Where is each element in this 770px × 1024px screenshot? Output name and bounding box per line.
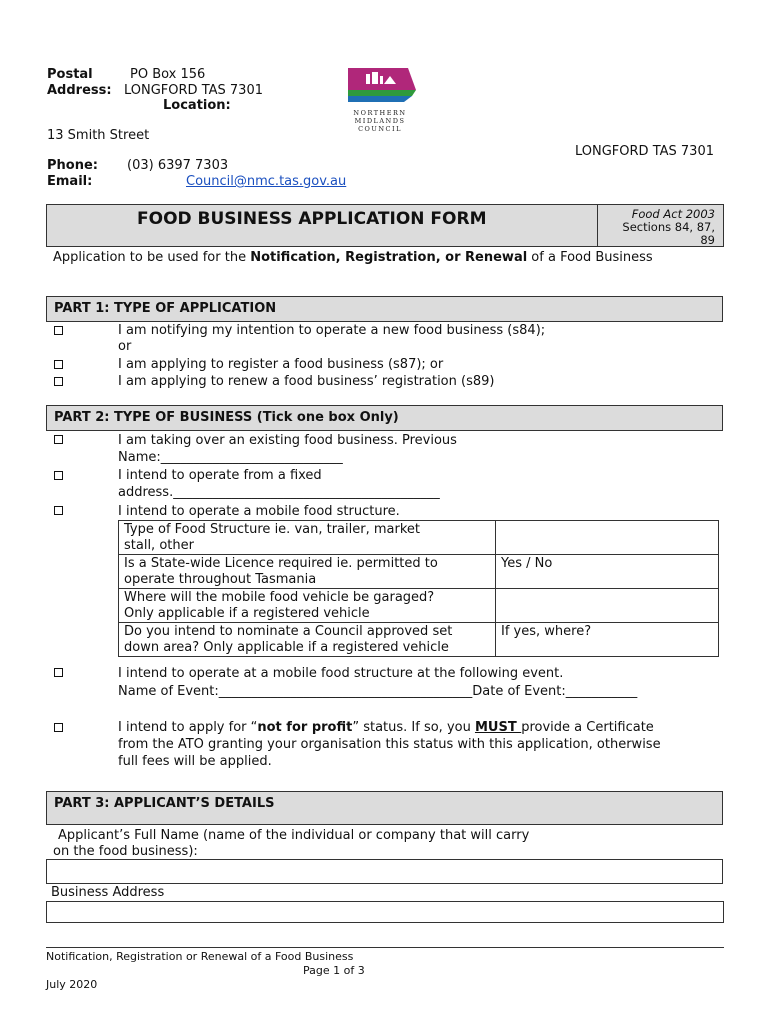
not-for-profit-line-2: from the ATO granting your organisation this status with this application, otherwise — [118, 737, 661, 752]
street-address: 13 Smith Street — [47, 128, 150, 143]
phone-label: Phone: — [47, 158, 98, 173]
sections-line-1: Sections 84, 87, — [622, 220, 715, 234]
location-label: Location: — [163, 98, 231, 113]
table-question: Is a State-wide Licence required ie. permitted to operate throughout Tasmania — [119, 555, 496, 589]
phone-number: (03) 6397 7303 — [127, 158, 229, 173]
postal-city: LONGFORD TAS 7301 — [124, 83, 263, 98]
part3-title: PART 3: APPLICANT’S DETAILS — [54, 796, 275, 811]
previous-name-field[interactable]: Name:____________________________ — [118, 450, 343, 465]
part2-checkbox-mobile[interactable] — [54, 506, 63, 515]
logo-text-midlands: MIDLANDS — [354, 117, 406, 125]
part2-header — [46, 405, 723, 431]
form-title: FOOD BUSINESS APPLICATION FORM — [137, 209, 487, 229]
business-address-label: Business Address — [51, 885, 165, 900]
mobile-structure-table — [118, 520, 719, 657]
part1-option-renew: I am applying to renew a food business’ registration (s89) — [118, 374, 495, 389]
council-logo — [344, 66, 416, 133]
part2-checkbox-fixed[interactable] — [54, 471, 63, 480]
intro-text: Application to be used for the Notification, Registration, or Renewal of a Food Business — [53, 250, 653, 265]
food-act: Food Act 2003 — [631, 207, 715, 221]
table-answer-cell[interactable]: If yes, where? — [496, 623, 719, 657]
part3-header — [46, 791, 723, 825]
table-answer-cell[interactable]: Yes / No — [496, 555, 719, 589]
table-question: Do you intend to nominate a Council approved set down area? Only applicable if a registered vehicle — [119, 623, 496, 657]
footer-date: July 2020 — [46, 978, 98, 991]
part1-checkbox-new[interactable] — [54, 326, 63, 335]
event-name-date-field[interactable]: Name of Event:_______________________________________Date of Event:___________ — [118, 684, 638, 699]
address-label: Address: — [47, 83, 112, 98]
applicant-name-label: Applicant’s Full Name (name of the individual or company that will carry — [58, 828, 530, 843]
part1-option-new: I am notifying my intention to operate a new food business (s84); — [118, 323, 546, 338]
part2-option-not-for-profit: I intend to apply for “not for profit” status. If so, you MUST provide a Certificate — [118, 720, 654, 735]
table-answer-cell[interactable] — [496, 589, 719, 623]
part2-checkbox-event[interactable] — [54, 668, 63, 677]
fixed-address-field[interactable]: address._________________________________________ — [118, 485, 440, 500]
council-logo-graphic — [344, 66, 416, 106]
table-row — [119, 521, 719, 555]
part2-title: PART 2: TYPE OF BUSINESS (Tick one box Only) — [54, 410, 399, 425]
logo-text-council: COUNCIL — [358, 125, 402, 133]
postal-label: Postal — [47, 67, 93, 82]
footer-doc-name: Notification, Registration or Renewal of a Food Business — [46, 950, 354, 963]
location-city: LONGFORD TAS 7301 — [575, 144, 714, 159]
applicant-name-label-cont: on the food business): — [53, 844, 198, 859]
applicant-name-input[interactable] — [46, 859, 723, 884]
sections-line-2: 89 — [700, 233, 715, 247]
part1-option-register: I am applying to register a food business (s87); or — [118, 357, 444, 372]
email-link[interactable]: Council@nmc.tas.gov.au — [186, 174, 347, 189]
part1-checkbox-renew[interactable] — [54, 377, 63, 386]
part2-option-takeover: I am taking over an existing food business. Previous — [118, 433, 457, 448]
part2-option-event: I intend to operate at a mobile food structure at the following event. — [118, 666, 564, 681]
po-box: PO Box 156 — [130, 67, 206, 82]
part1-title: PART 1: TYPE OF APPLICATION — [54, 301, 277, 316]
not-for-profit-line-3: full fees will be applied. — [118, 754, 272, 769]
table-answer-cell[interactable] — [496, 521, 719, 555]
part1-header — [46, 296, 723, 322]
logo-text-northern: NORTHERN — [353, 109, 407, 117]
part2-option-fixed: I intend to operate from a fixed — [118, 468, 322, 483]
part2-checkbox-not-for-profit[interactable] — [54, 723, 63, 732]
title-block — [46, 204, 724, 247]
footer-page-number: Page 1 of 3 — [303, 964, 365, 977]
table-question: Type of Food Structure ie. van, trailer, market stall, other — [119, 521, 496, 555]
part1-checkbox-register[interactable] — [54, 360, 63, 369]
part2-option-mobile: I intend to operate a mobile food structure. — [118, 504, 400, 519]
table-row — [119, 555, 719, 589]
table-row — [119, 623, 719, 657]
business-address-input[interactable] — [46, 901, 724, 923]
table-question: Where will the mobile food vehicle be garaged? Only applicable if a registered vehicle — [119, 589, 496, 623]
part1-option-new-cont: or — [118, 339, 132, 354]
footer-rule — [46, 937, 724, 948]
email-label: Email: — [47, 174, 93, 189]
part2-checkbox-takeover[interactable] — [54, 435, 63, 444]
table-row — [119, 589, 719, 623]
